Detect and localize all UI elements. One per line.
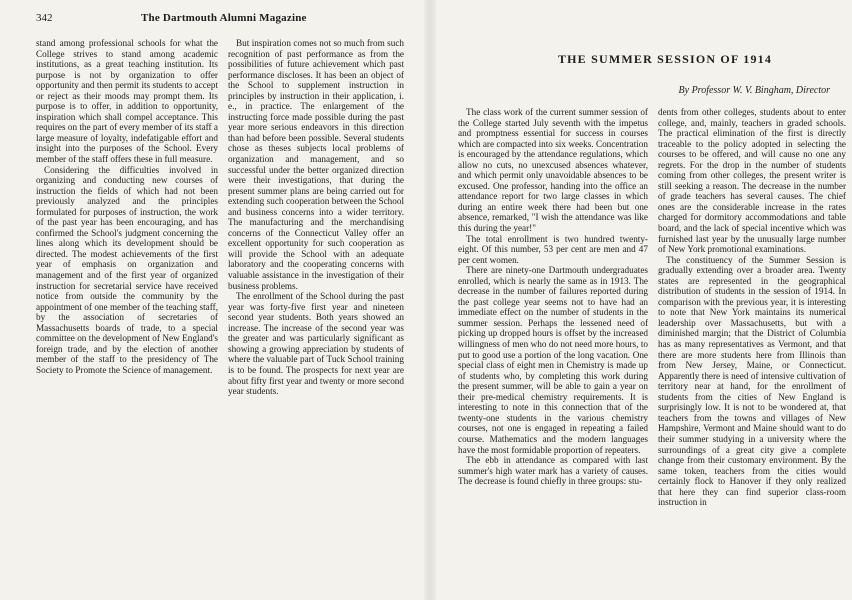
- paragraph: Considering the difficulties involved in organizing and conducting new courses of instruction the fields of which had not been previously analyzed and the principles formulated for purposes of instruction, the work of the past year has been encouraging, and has confirmed the School's judgment concerning the lines along which its development should be directed. The modest achievements of the first year of emphasis on organization and management and of the first year of organized instruction for secretarial service have received notice from outside the community by the appointment of one member of the teaching staff, by the association of secretaries of Massachusetts boards of trade, to a special committee on the development of New England's foreign trade, and by the election of another member of the staff to the presidency of The Society to Promote the Science of management.: [36, 164, 218, 375]
- right-page-column-2: [658, 107, 846, 593]
- right-page: [440, 0, 852, 600]
- byline: By Professor W. V. Bingham, Director: [678, 85, 830, 96]
- left-page: [0, 0, 420, 600]
- paragraph: The enrollment of the School during the past year was forty-five first year and nineteen second year students. Both years showed an increase. The increase of the second year was the greater and was particularly significant as showing a growing appreciation by students of where the valuable part of Tuck School training is to be found. The prospects for next year are about fifty first year and twenty or more second year students.: [228, 291, 404, 397]
- paragraph: The constituency of the Summer Session is gradually extending over a broader area. Twenty states are represented in the geographical distribution of students in the session of 1914. In comparison with the previous year, it is interesting to note that New York maintains its numerical leadership over Massachusetts, but with a diminished margin; that the District of Columbia has as many representatives as Vermont, and that there are more students here from Illinois than from New Jersey, Maine, or Connecticut. Apparently there is need of intensive cultivation of territory near at hand, for the enrollment of students from the cities of New England is surprisingly low. It is not to be wondered at, that teachers from the towns and villages of New Hampshire, Vermont and Maine should want to do their summer studying in a university where the surroundings of a great city give a complete change from their customary environment. By the same token, teachers from the cities would certainly flock to Hanover if they only realized that here they can find superior class-room instruction in: [658, 254, 846, 508]
- magazine-title: The Dartmouth Alumni Magazine: [141, 12, 307, 24]
- page-gutter: [424, 0, 436, 600]
- left-page-column-1: [36, 38, 218, 588]
- paragraph: But inspiration comes not so much from such recognition of past performance as from the possibilities of future achievement which past performance discloses. It has been an object of the School to supplement instruction in principles by instruction in their application, i. e., in practice. The enlargement of the instructing force made possible during the past year more serious endeavors in this direction than had before been possible. Several students chose as theses subjects local problems of organization and management, and so successful under the better organized direction were their investigations, that during the present summer plans are being carried out for extending such cooperation between the School and business concerns into a wider territory. The manufacturing and the merchandising concerns of the Connecticut Valley offer an excellent opportunity for such cooperation as will provide the School with an adequate laboratory and the cooperating concerns with valuable assistance in the investigation of their business problems.: [228, 38, 404, 291]
- paragraph: The class work of the current summer session of the College started July seventh with the impetus and promptness essential for success in courses which are compacted into six weeks. Concentration is encouraged by the attendance regulations, which allow no cuts, no unexcused absences whatever, and which permit only unavoidable absences to be excused. One professor, handing into the office an attendance report for two large classes in which during an entire week there had been but one absence, remarked, "I wish the attendance was like this during the year!": [458, 107, 648, 234]
- paragraph: stand among professional schools for what the College strives to stand among academic institutions, as a great teaching institution. Its purpose is not by organization to offer opportunity and then permit its students to accept or reject as their moods may prompt them. Its purpose is to offer, in addition to opportunity, inspiration which shall compel acceptance. This requires on the part of every member of its staff a large measure of loyalty, indefatigable effort and insight into the purposes of the School. Every member of the staff offers these in full measure.: [36, 38, 218, 165]
- paragraph: dents from other colleges, students about to enter college, and, mainly, teachers in graded schools. The practical elimination of the first is directly traceable to the policy adopted in selecting the courses to be offered, and will cause no one any regrets. For the drop in the number of students coming from other colleges, the present writer is still seeking a reason. The decrease in the number of grade teachers has several causes. The chief ones are the considerable increase in the rates charged for dormitory accommodations and table board, and the lack of special incentive which was furnished last year by the unusually large number of New York promotional examinations.: [658, 107, 846, 255]
- paragraph: There are ninety-one Dartmouth undergraduates enrolled, which is nearly the same as in 1913. The decrease in the number of failures reported during the past college year seems not to have had an immediate effect on the number of students in the summer session. Perhaps the lessened need of picking up dropped hours is offset by the increased willingness of men who do not need more hours, to put to good use a portion of the long vacation. One special class of eight men in Chemistry is made up of students who, by completing this work during the present summer, will be able to gain a year on their pre-medical chemistry requirements. It is interesting to note in this connection that of the twenty-one students in the various chemistry courses, not one is engaged in repeating a failed course. Mathematics and the modern languages have the most formidable proportion of repeaters.: [458, 265, 648, 455]
- paragraph: The ebb in attendance as compared with last summer's high water mark has a variety of causes. The decrease is found chiefly in three groups: stu-: [458, 455, 648, 487]
- page-number: 342: [36, 12, 53, 24]
- paragraph: The total enrollment is two hundred twenty-eight. Of this number, 53 per cent are men and 47 per cent women.: [458, 233, 648, 265]
- running-head: [36, 12, 396, 28]
- article-title: THE SUMMER SESSION OF 1914: [557, 52, 773, 66]
- left-page-column-2: [228, 38, 404, 588]
- right-page-column-1: [458, 107, 648, 593]
